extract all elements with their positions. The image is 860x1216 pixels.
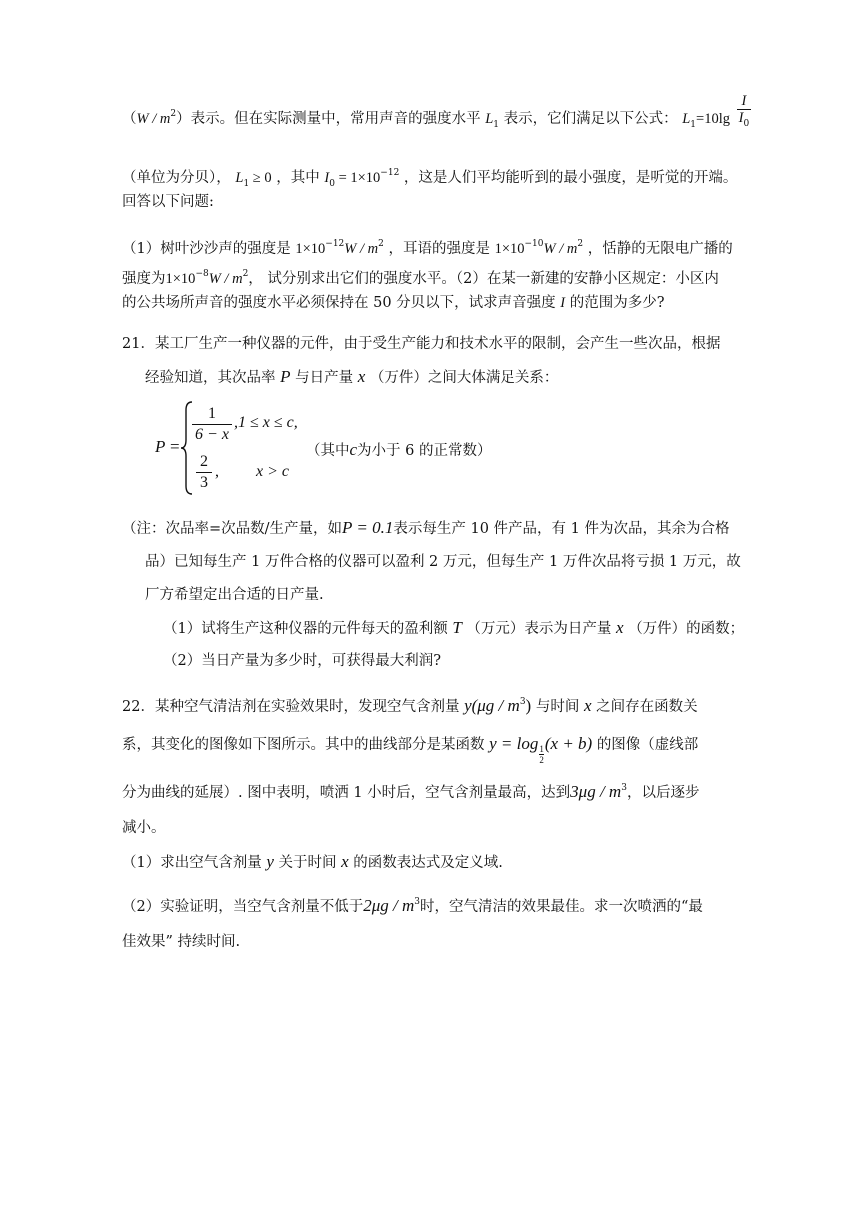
p22-question-3: 佳效果” 持续时间. — [122, 934, 241, 950]
p20-line-5: 强度为$1\times 10^{-8}W / m^2$， 试分别求出它们的强度水平。（2）在某一新建的安静小区规定：小区内 — [122, 269, 719, 287]
p20-line-4: （1）树叶沙沙声的强度是 $1\times 10^{-12}W / m^2$ ，耳语的强度是 $1\times 10^{-10}W / m^2$ ，恬静的无限电广播的 — [122, 239, 733, 257]
log-base: $\frac{1}{2}$ — [539, 744, 544, 765]
piece-1-fraction: $\frac{1}{6 - x}$ — [192, 404, 232, 445]
p20-line-1: $(W / m^2)$表示。但在实际测量中，常用声音的强度水平 $L_1$ 表示，它们满足以下公式： $L_1=10\lg$ $\frac{I}{I_0}$ — [122, 92, 750, 130]
p22-line-4: 减小。 — [122, 820, 166, 836]
formula-L1: L — [682, 111, 691, 127]
piecewise-note: （其中c为小于 6 的正常数） — [306, 440, 492, 459]
p22-line-1: 22．某种空气清洁剂在实验效果时，发现空气含剂量 $y(\mu g / m^3)$ 与时间 x 之间存在函数关 — [122, 696, 698, 715]
p20-line-2: （单位为分贝）， $L_1 \ge 0$ ，其中 $I_0 = 1\times 10^{-12}$ ，这是人们平均能听到的最小强度，是听觉的开端。 — [122, 168, 738, 189]
piece-2-fraction: $\frac{2}{3}$ — [196, 452, 212, 493]
unit-w-m2: W / m — [136, 111, 171, 127]
p21-note-3: 厂方希望定出合适的日产量. — [145, 587, 324, 603]
p20-line-3: 回答以下问题: — [122, 194, 214, 210]
p22-line-2: 系，其变化的图像如下图所示。其中的曲线部分是某函数 y = log $\frac{1}{2}$ (x + b) 的图像（虚线部 — [122, 734, 699, 765]
formula-fraction: $\frac{I}{I_0}$ — [738, 92, 750, 129]
p21-question-1: （1）试将生产这种仪器的元件每天的盈利额 T （万元）表示为日产量 x （万件）的函数； — [163, 618, 745, 637]
document-page: $(W / m^2)$表示。但在实际测量中，常用声音的强度水平 $L_1$ 表示，它们满足以下公式： $L_1=10\lg$ $\frac{I}{I_0}$ （单位为分贝）， $L_1 \ge 0$ ，其中 $I_0 = 1\times 10^{-12}$ ，这是人们平均能听到的最小强度，是听觉的开端。 回答以下问题: （1）树叶沙沙声的强度是 $1\times 10^{-12}W / m^2$ ，耳语的强度是 $1\times 10^{-10}W / m^2$ ，恬静的无限电广播的 强度为$1\times 10^{-8}W / m^2$， 试分别求出它们的强度水平。（2）在某一新建的安静小区规定：小区内 的公共场所声音的强度水平必须保持在 50 分贝以下，试求声音强度 I 的范围为多少? 21．某工厂生产一种仪器的元件，由于受生产能力和技术水平的限制，会产生一些次品，根据 经验知道，其次品率 P 与日产量 x （万件）之间大体满足关系： P = $\frac{1}{6 - x}$ ,1 ≤ x ≤ c, $\frac{2}{3}$ , x > c （其中c为小于 6 的正常数） （注：次品率=次品数/生产量，如P = 0.1表示每生产 10 件产品，有 1 件为次品，其余为合格 品）已知每生产 1 万件合格的仪器可以盈利 2 万元，但每生产 1 万件次品将亏损 1 万元，故 厂方希望定出合适的日产量. （1）试将生产这种仪器的元件每天的盈利额 T （万元）表示为日产量 x （万件）的函数； （2）当日产量为多少时，可获得最大利润? 22．某种空气清洁剂在实验效果时，发现空气含剂量 $y(\mu g / m^3)$ 与时间 x 之间存在函数关 系，其变化的图像如下图所示。其中的曲线部分是某函数 y = log $\frac{1}{2}$ (x + b) 的图像（虚线部 分为曲线的延展）. 图中表明，喷洒 1 小时后，空气含剂量最高，达到$3\mu g / m^3$，以后逐步 减小。 （1）求出空气含剂量 y 关于时间 x 的函数表达式及定义域. （2）实验证明，当空气含剂量不低于$2\mu g / m^3$时，空气清洁的效果最佳。求一次喷洒的“最 佳效果” 持续时间. — [0, 0, 860, 1216]
p21-line-1: 21．某工厂生产一种仪器的元件，由于受生产能力和技术水平的限制，会产生一些次品，根据 — [122, 336, 721, 352]
p22-question-1: （1）求出空气含剂量 y 关于时间 x 的函数表达式及定义域. — [122, 852, 503, 871]
p20-line-6: 的公共场所声音的强度水平必须保持在 50 分贝以下，试求声音强度 I 的范围为多少? — [122, 295, 665, 311]
p21-question-2: （2）当日产量为多少时，可获得最大利润? — [163, 653, 441, 669]
p21-note-1: （注：次品率=次品数/生产量，如P = 0.1表示每生产 10 件产品，有 1 件为次品，其余为合格 — [122, 518, 730, 537]
p22-line-3: 分为曲线的延展）. 图中表明，喷洒 1 小时后，空气含剂量最高，达到$3\mu g / m^3$，以后逐步 — [122, 782, 700, 801]
p21-note-2: 品）已知每生产 1 万件合格的仪器可以盈利 2 万元，但每生产 1 万件次品将亏损 1 万元，故 — [145, 554, 741, 570]
p22-question-2: （2）实验证明，当空气含剂量不低于$2\mu g / m^3$时，空气清洁的效果最佳。求一次喷洒的“最 — [122, 896, 703, 915]
p21-line-2: 经验知道，其次品率 P 与日产量 x （万件）之间大体满足关系： — [145, 367, 559, 386]
